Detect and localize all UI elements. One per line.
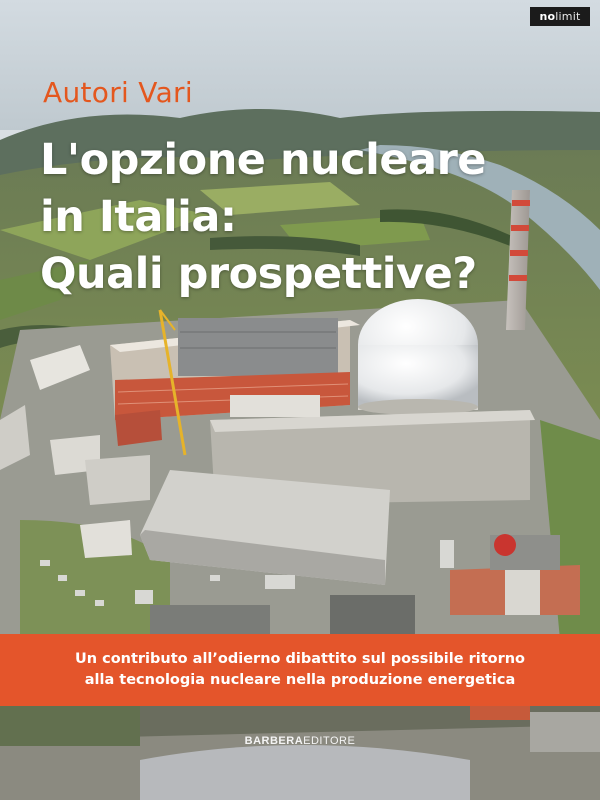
logo-prefix: no <box>539 10 556 23</box>
subtitle-line-2: alla tecnologia nucleare nella produzione energetica <box>84 672 516 688</box>
book-author: Autori Vari <box>43 76 193 109</box>
title-line-1: L'opzione nucleare <box>40 135 486 185</box>
logo-suffix: limit <box>555 10 581 23</box>
title-line-3: Quali prospettive? <box>40 249 477 299</box>
publisher-name-light: EDITORE <box>303 735 356 747</box>
subtitle-band <box>0 634 600 706</box>
publisher-name-bold: BARBERA <box>244 735 304 747</box>
subtitle-line-1: Un contributo all’odierno dibattito sul possibile ritorno <box>74 651 526 667</box>
publisher-name <box>0 735 600 747</box>
book-title <box>40 132 486 303</box>
title-line-2: in Italia: <box>40 192 237 242</box>
publisher-logo <box>530 7 590 26</box>
